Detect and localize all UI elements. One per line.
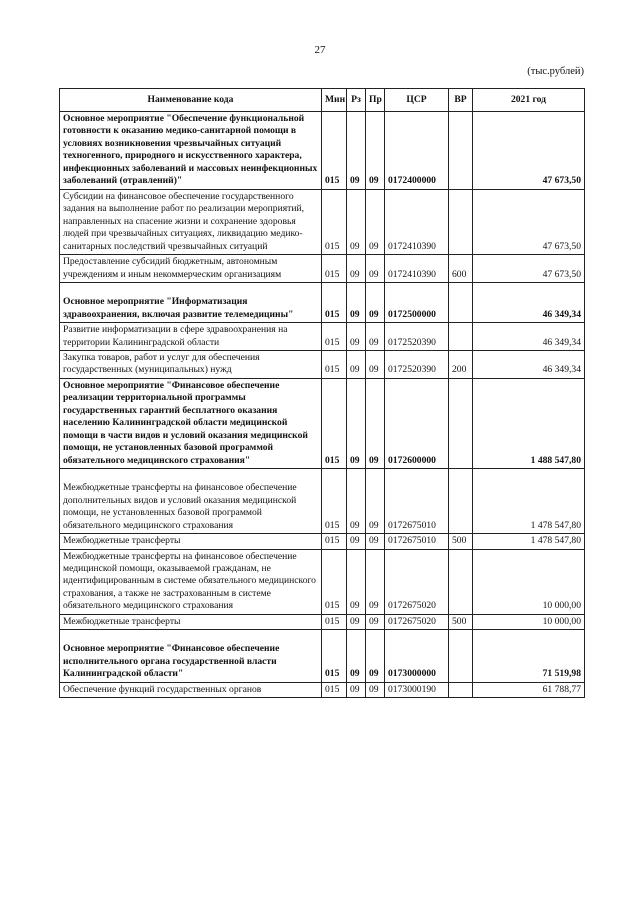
- row-rz-text: 09: [350, 240, 360, 252]
- row-pr: [366, 534, 385, 549]
- row-csr-text: 0172410390: [388, 268, 436, 280]
- row-csr: [385, 534, 449, 549]
- row-amount-text: 71 519,98: [542, 668, 581, 680]
- row-pr: [366, 350, 385, 378]
- row-csr: [385, 630, 449, 682]
- row-min-text: 015: [325, 519, 340, 531]
- row-amount: [473, 323, 585, 351]
- row-rz-text: 09: [350, 336, 360, 348]
- row-rz-text: 09: [350, 308, 360, 320]
- row-amount: [473, 682, 585, 697]
- row-vr: [449, 283, 473, 323]
- row-pr: [366, 549, 385, 614]
- header-vr: ВР: [449, 89, 473, 112]
- table-row: [60, 378, 585, 468]
- table-row: [60, 189, 585, 254]
- row-min-text: 015: [325, 615, 340, 627]
- row-name: [60, 350, 322, 378]
- row-rz: [347, 682, 366, 697]
- row-name-text: Закупка товаров, работ и услуг для обеспечения государственных (муниципальных) нужд: [63, 351, 260, 376]
- row-vr: [449, 534, 473, 549]
- row-pr-text: 09: [369, 175, 379, 187]
- row-pr: [366, 323, 385, 351]
- row-amount: [473, 534, 585, 549]
- row-amount-text: 61 788,77: [542, 683, 581, 695]
- row-spacer: [63, 631, 318, 643]
- row-csr-text: 0172675020: [388, 600, 436, 612]
- row-csr-text: 0172410390: [388, 240, 436, 252]
- row-rz: [347, 630, 366, 682]
- row-min-text: 015: [325, 683, 340, 695]
- row-csr-text: 0172600000: [388, 454, 436, 466]
- row-name: [60, 189, 322, 254]
- row-vr: [449, 255, 473, 283]
- row-min: [322, 630, 347, 682]
- row-name-text: Межбюджетные трансферты на финансовое обеспечение медицинской помощи, оказываемой гражданам, не идентифицированным в системе обязательного медицинского страхования, а также не застрахованным в системе обязательного медицинского страхования: [63, 550, 316, 612]
- row-min-text: 015: [325, 268, 340, 280]
- row-amount: [473, 630, 585, 682]
- row-amount-text: 46 349,34: [542, 336, 581, 348]
- row-pr-text: 09: [369, 615, 379, 627]
- row-name-text: Основное мероприятие "Финансовое обеспечение исполнительного органа государственной власти Калининградской области": [63, 643, 280, 680]
- page-number: 27: [314, 44, 326, 56]
- row-name: [60, 112, 322, 190]
- row-vr-text: 500: [452, 535, 467, 547]
- row-pr-text: 09: [369, 308, 379, 320]
- row-rz: [347, 255, 366, 283]
- row-csr: [385, 469, 449, 534]
- row-name-text: Предоставление субсидий бюджетным, автономным учреждениям и иным некоммерческим организациям: [63, 256, 282, 280]
- row-min: [322, 534, 347, 549]
- row-vr: [449, 630, 473, 682]
- row-name-text: Межбюджетные трансферты на финансовое обеспечение дополнительных видов и условий оказания медицинской помощи, не установленных базовой программой обязательного медицинского страхования: [63, 482, 297, 531]
- row-vr: [449, 323, 473, 351]
- row-csr-text: 0172500000: [388, 308, 436, 320]
- row-min: [322, 255, 347, 283]
- row-rz: [347, 469, 366, 534]
- row-name: [60, 323, 322, 351]
- units-label: (тыс.рублей): [527, 66, 584, 77]
- row-csr: [385, 255, 449, 283]
- row-name-text: Основное мероприятие "Информатизация здравоохранения, включая развитие телемедицины": [63, 296, 294, 320]
- row-rz-text: 09: [350, 519, 360, 531]
- row-amount-text: 10 000,00: [542, 615, 581, 627]
- row-pr-text: 09: [369, 268, 379, 280]
- row-amount: [473, 189, 585, 254]
- row-vr: [449, 682, 473, 697]
- row-pr-text: 09: [369, 519, 379, 531]
- row-csr: [385, 189, 449, 254]
- row-name: [60, 469, 322, 534]
- row-csr-text: 0172400000: [388, 175, 436, 187]
- row-amount: [473, 469, 585, 534]
- row-min-text: 015: [325, 364, 340, 376]
- row-vr: [449, 549, 473, 614]
- row-amount-text: 10 000,00: [542, 600, 581, 612]
- row-amount: [473, 614, 585, 629]
- row-name: [60, 255, 322, 283]
- row-vr-text: 600: [452, 268, 467, 280]
- row-min-text: 015: [325, 336, 340, 348]
- row-pr: [366, 469, 385, 534]
- table-row: [60, 614, 585, 629]
- row-amount-text: 46 349,34: [542, 364, 581, 376]
- row-min: [322, 614, 347, 629]
- row-min: [322, 682, 347, 697]
- row-pr: [366, 189, 385, 254]
- row-vr: [449, 469, 473, 534]
- row-csr-text: 0172520390: [388, 336, 436, 348]
- row-pr-text: 09: [369, 683, 379, 695]
- row-vr: [449, 378, 473, 468]
- row-rz: [347, 614, 366, 629]
- table-row: [60, 112, 585, 190]
- row-name: [60, 534, 322, 549]
- row-min: [322, 112, 347, 190]
- row-csr-text: 0173000190: [388, 683, 436, 695]
- row-name-text: Межбюджетные трансферты: [63, 535, 181, 547]
- row-min: [322, 469, 347, 534]
- row-name-text: Межбюджетные трансферты: [63, 615, 181, 627]
- row-pr-text: 09: [369, 535, 379, 547]
- row-name-text: Развитие информатизации в сфере здравоохранения на территории Калининградской области: [63, 324, 288, 348]
- header-row: [60, 89, 585, 112]
- row-rz-text: 09: [350, 683, 360, 695]
- row-csr-text: 0172675010: [388, 535, 436, 547]
- row-name: [60, 549, 322, 614]
- row-min-text: 015: [325, 240, 340, 252]
- row-amount: [473, 283, 585, 323]
- table-row: [60, 469, 585, 534]
- row-min-text: 015: [325, 668, 340, 680]
- row-pr: [366, 614, 385, 629]
- budget-table: [59, 88, 585, 698]
- header-csr: ЦСР: [385, 89, 449, 112]
- row-csr: [385, 378, 449, 468]
- row-rz-text: 09: [350, 364, 360, 376]
- row-amount: [473, 378, 585, 468]
- row-min-text: 015: [325, 535, 340, 547]
- table-row: [60, 534, 585, 549]
- row-min: [322, 323, 347, 351]
- header-min: Мин: [322, 89, 347, 112]
- row-min-text: 015: [325, 175, 340, 187]
- row-pr: [366, 283, 385, 323]
- row-pr: [366, 682, 385, 697]
- row-pr-text: 09: [369, 336, 379, 348]
- row-csr: [385, 323, 449, 351]
- row-min-text: 015: [325, 600, 340, 612]
- row-name-text: Основное мероприятие "Обеспечение функциональной готовности к оказанию медико-санитарной помощи в условиях возникновения чрезвычайных ситуаций техногенного, природного и искусственного характера, инфекционных заболеваний и массовых неинфекционных заболеваний (отравлений)": [63, 113, 318, 187]
- row-name-text: Обеспечение функций государственных органов: [63, 683, 262, 695]
- row-csr: [385, 350, 449, 378]
- table-row: [60, 682, 585, 697]
- row-pr-text: 09: [369, 240, 379, 252]
- row-rz: [347, 378, 366, 468]
- row-vr: [449, 350, 473, 378]
- row-min-text: 015: [325, 454, 340, 466]
- row-min: [322, 283, 347, 323]
- row-min: [322, 378, 347, 468]
- row-amount-text: 47 673,50: [542, 268, 581, 280]
- row-amount-text: 1 488 547,80: [530, 454, 581, 466]
- row-min-text: 015: [325, 308, 340, 320]
- row-name: [60, 614, 322, 629]
- header-year: 2021 год: [473, 89, 585, 112]
- row-pr-text: 09: [369, 364, 379, 376]
- header-name: Наименование кода: [60, 89, 322, 112]
- row-csr-text: 0173000000: [388, 668, 436, 680]
- row-vr-text: 200: [452, 364, 467, 376]
- row-spacer: [63, 470, 318, 482]
- row-rz: [347, 112, 366, 190]
- row-vr: [449, 189, 473, 254]
- row-min: [322, 189, 347, 254]
- row-spacer: [63, 284, 318, 296]
- row-pr-text: 09: [369, 600, 379, 612]
- header-rz: Рз: [347, 89, 366, 112]
- table-row: [60, 350, 585, 378]
- row-rz-text: 09: [350, 668, 360, 680]
- row-rz-text: 09: [350, 454, 360, 466]
- table-row: [60, 255, 585, 283]
- row-vr: [449, 614, 473, 629]
- row-rz-text: 09: [350, 535, 360, 547]
- row-amount: [473, 549, 585, 614]
- row-rz: [347, 350, 366, 378]
- table-row: [60, 283, 585, 323]
- row-csr-text: 0172675020: [388, 615, 436, 627]
- table-row: [60, 549, 585, 614]
- row-vr: [449, 112, 473, 190]
- row-pr: [366, 630, 385, 682]
- header-pr: Пр: [366, 89, 385, 112]
- row-rz: [347, 283, 366, 323]
- row-csr: [385, 614, 449, 629]
- row-name: [60, 283, 322, 323]
- row-csr: [385, 112, 449, 190]
- row-csr: [385, 549, 449, 614]
- row-amount: [473, 112, 585, 190]
- row-pr: [366, 378, 385, 468]
- row-name: [60, 630, 322, 682]
- row-rz-text: 09: [350, 268, 360, 280]
- table-row: [60, 630, 585, 682]
- table-row: [60, 323, 585, 351]
- row-rz-text: 09: [350, 175, 360, 187]
- row-pr: [366, 255, 385, 283]
- row-amount-text: 47 673,50: [542, 240, 581, 252]
- row-vr-text: 500: [452, 615, 467, 627]
- row-csr: [385, 283, 449, 323]
- row-rz: [347, 534, 366, 549]
- row-rz: [347, 549, 366, 614]
- row-rz-text: 09: [350, 615, 360, 627]
- row-csr-text: 0172520390: [388, 364, 436, 376]
- row-pr-text: 09: [369, 454, 379, 466]
- row-name: [60, 682, 322, 697]
- row-pr-text: 09: [369, 668, 379, 680]
- row-min: [322, 549, 347, 614]
- row-amount-text: 1 478 547,80: [530, 535, 581, 547]
- row-min: [322, 350, 347, 378]
- row-amount-text: 1 478 547,80: [530, 519, 581, 531]
- row-amount: [473, 255, 585, 283]
- row-amount-text: 47 673,50: [542, 175, 581, 187]
- row-name-text: Основное мероприятие "Финансовое обеспечение реализации территориальной программы государственных гарантий бесплатного оказания населению Калининградской области медицинской помощи в части видов и условий оказания медицинской помощи, не установленных базовой программой обязательного медицинского страхования": [63, 379, 308, 466]
- row-name-text: Субсидии на финансовое обеспечение государственного задания на выполнение работ по реализации мероприятий, направленных на спасение жизни и сохранение здоровья людей при чрезвычайных ситуациях, ликвидацию медико-санитарных последствий чрезвычайных ситуаций: [63, 190, 305, 252]
- row-amount-text: 46 349,34: [542, 308, 581, 320]
- row-rz: [347, 323, 366, 351]
- row-name: [60, 378, 322, 468]
- row-csr-text: 0172675010: [388, 519, 436, 531]
- row-pr: [366, 112, 385, 190]
- row-amount: [473, 350, 585, 378]
- row-csr: [385, 682, 449, 697]
- row-rz: [347, 189, 366, 254]
- row-rz-text: 09: [350, 600, 360, 612]
